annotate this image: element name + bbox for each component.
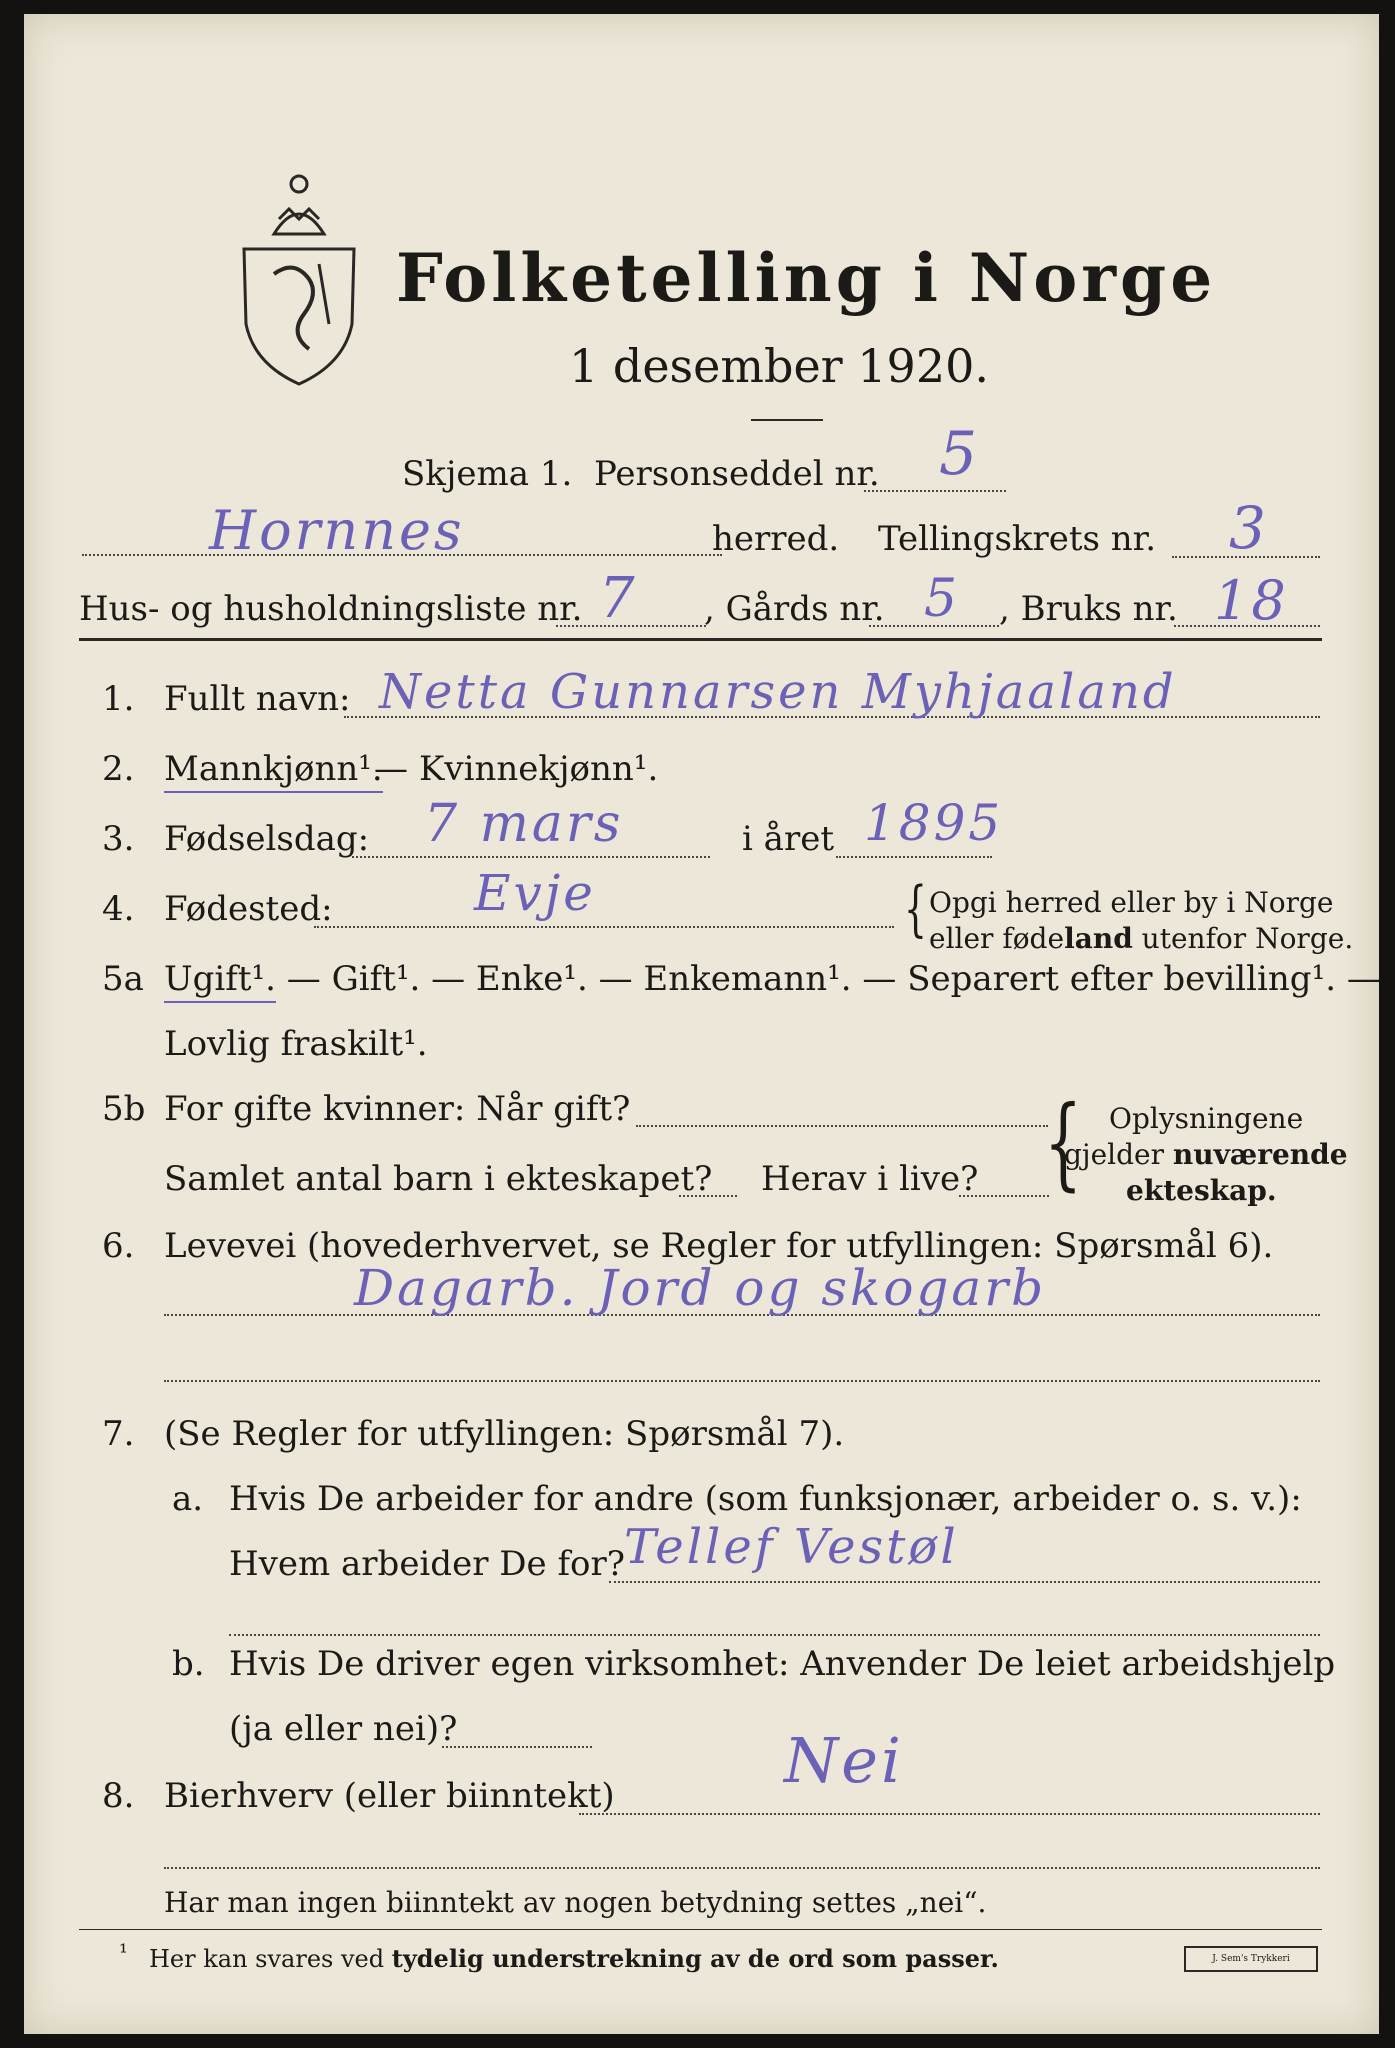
q2-mannkjonn[interactable]: Mannkjønn¹. bbox=[164, 749, 383, 793]
q3-line bbox=[352, 856, 710, 858]
hus-label: Hus- og husholdningsliste nr. bbox=[79, 589, 583, 629]
q4-note-1: Opgi herred eller by i Norge bbox=[929, 886, 1334, 919]
title-divider bbox=[751, 419, 823, 421]
q3-number: 3. bbox=[102, 819, 135, 859]
census-form-page bbox=[24, 14, 1379, 2034]
gards-label: , Gårds nr. bbox=[704, 589, 885, 629]
q3-label: Fødselsdag: bbox=[164, 819, 370, 859]
printer-stamp: J. Sem's Trykkeri bbox=[1184, 1946, 1318, 1972]
tellingskrets-label: Tellingskrets nr. bbox=[878, 519, 1157, 559]
personseddel-value[interactable]: 5 bbox=[939, 419, 981, 489]
q3-year-value[interactable]: 1895 bbox=[864, 794, 1004, 852]
q5b-children-line bbox=[679, 1195, 737, 1197]
q3-year-line bbox=[836, 856, 992, 858]
q7b-line bbox=[442, 1746, 592, 1748]
q3-birthday-value[interactable]: 7 mars bbox=[424, 794, 624, 854]
footnote-mark: ¹ bbox=[119, 1941, 128, 1966]
q5b-married-label: For gifte kvinner: Når gift? bbox=[164, 1089, 631, 1129]
q7-number: 7. bbox=[102, 1414, 135, 1454]
q4-label: Fødested: bbox=[164, 889, 333, 929]
q7a-line bbox=[609, 1581, 1320, 1583]
q6-number: 6. bbox=[102, 1226, 135, 1266]
q7a-text: Hvis De arbeider for andre (som funksjonær, arbeider o. s. v.): bbox=[229, 1479, 1302, 1519]
q8-side-income-value[interactable]: Nei bbox=[784, 1724, 904, 1797]
footer-divider bbox=[79, 1929, 1322, 1930]
q5b-married-line bbox=[636, 1125, 1048, 1127]
q4-birthplace-value[interactable]: Evje bbox=[474, 864, 596, 922]
q8-line bbox=[579, 1813, 1320, 1815]
q3-year-label: i året bbox=[742, 819, 834, 859]
q5b-note-3: ekteskap. bbox=[1126, 1174, 1277, 1207]
q4-note-2: eller fødeland utenfor Norge. bbox=[929, 922, 1354, 955]
header-divider bbox=[79, 638, 1322, 641]
q5b-note-1: Oplysningene bbox=[1109, 1102, 1304, 1135]
q4-number: 4. bbox=[102, 889, 135, 929]
q2-dash: — bbox=[374, 749, 408, 789]
footer-note: Har man ingen biinntekt av nogen betydning settes „nei“. bbox=[164, 1886, 987, 1919]
q7-label: (Se Regler for utfyllingen: Spørsmål 7). bbox=[164, 1414, 845, 1454]
q8-label: Bierhverv (eller biinntekt) bbox=[164, 1776, 615, 1816]
tellingskrets-value[interactable]: 3 bbox=[1229, 494, 1269, 562]
q5b-note-2: gjelder nuværende bbox=[1064, 1138, 1348, 1171]
schema-label: Skjema 1. bbox=[402, 454, 573, 494]
q1-label: Fullt navn: bbox=[164, 679, 351, 719]
q5b-number: 5b bbox=[102, 1089, 146, 1129]
q7b-mark: b. bbox=[172, 1644, 205, 1684]
form-title: Folketelling i Norge bbox=[396, 239, 1217, 317]
q2-kvinnekjonn[interactable]: Kvinnekjønn¹. bbox=[419, 749, 659, 789]
q5b-alive-label: Herav i live? bbox=[761, 1159, 979, 1199]
q6-occupation-value[interactable]: Dagarb. Jord og skogarb bbox=[354, 1259, 1047, 1317]
q7a-question: Hvem arbeider De for? bbox=[229, 1544, 625, 1584]
q5a-ugift[interactable]: Ugift¹. bbox=[164, 959, 276, 1003]
q1-full-name-value[interactable]: Netta Gunnarsen Myhjaaland bbox=[379, 664, 1177, 720]
footnote-text: Her kan svares ved tydelig understrekning av de ord som passer. bbox=[149, 1944, 999, 1973]
q5a-options: Ugift¹. — Gift¹. — Enke¹. — Enkemann¹. — Separert efter bevilling¹. — bbox=[164, 959, 1381, 999]
personseddel-label: Personseddel nr. bbox=[594, 454, 880, 494]
q2-number: 2. bbox=[102, 749, 135, 789]
personseddel-line bbox=[864, 490, 1006, 492]
herred-value[interactable]: Hornnes bbox=[209, 499, 465, 562]
bruks-label: , Bruks nr. bbox=[999, 589, 1178, 629]
q1-number: 1. bbox=[102, 679, 135, 719]
hus-value[interactable]: 7 bbox=[599, 566, 638, 631]
q7b-text: Hvis De driver egen virksomhet: Anvender De leiet arbeidshjelp bbox=[229, 1644, 1336, 1684]
q4-brace: { bbox=[904, 874, 927, 944]
q7a-line-2 bbox=[229, 1634, 1320, 1636]
q6-label: Levevei (hovederhvervet, se Regler for utfyllingen: Spørsmål 6). bbox=[164, 1226, 1274, 1266]
q5b-brace: { bbox=[1044, 1084, 1083, 1201]
form-date: 1 desember 1920. bbox=[569, 339, 989, 393]
q5a-number: 5a bbox=[102, 959, 144, 999]
norwegian-coat-of-arms-icon bbox=[234, 164, 364, 389]
q7b-question: (ja eller nei)? bbox=[229, 1709, 458, 1749]
q7a-employer-value[interactable]: Tellef Vestøl bbox=[624, 1519, 959, 1575]
q7a-mark: a. bbox=[172, 1479, 204, 1519]
q4-line bbox=[314, 926, 894, 928]
q5b-children-label: Samlet antal barn i ekteskapet? bbox=[164, 1159, 713, 1199]
q8-line-2 bbox=[164, 1867, 1320, 1869]
herred-label: herred. bbox=[712, 519, 840, 559]
q6-line-2 bbox=[164, 1380, 1320, 1382]
gards-value[interactable]: 5 bbox=[924, 569, 961, 629]
q5a-lovlig-fraskilt[interactable]: Lovlig fraskilt¹. bbox=[164, 1024, 428, 1064]
q5b-alive-line bbox=[959, 1195, 1049, 1197]
q8-number: 8. bbox=[102, 1776, 135, 1816]
bruks-value[interactable]: 18 bbox=[1214, 569, 1289, 632]
